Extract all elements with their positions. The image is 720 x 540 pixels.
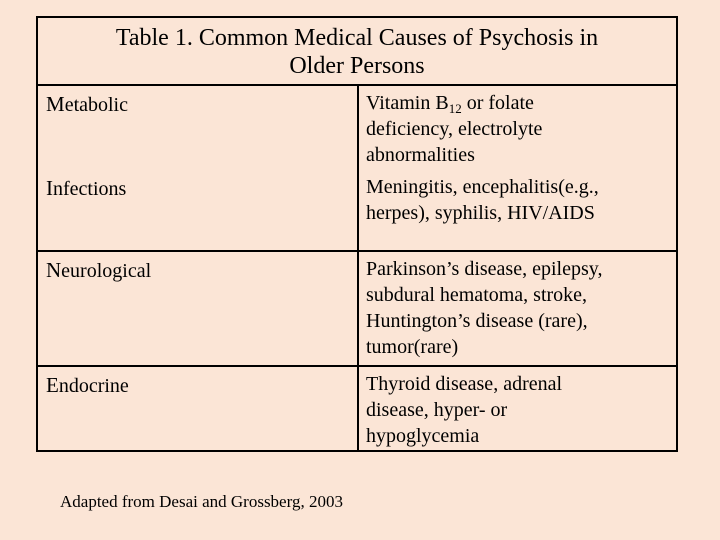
category-metabolic: Metabolic — [46, 92, 128, 116]
description-infections — [366, 174, 671, 226]
vitamin-text-suffix: or folate — [461, 92, 534, 114]
description-metabolic-line-1 — [366, 90, 671, 116]
description-neurological-line-2: subdural hematoma, stroke, — [366, 284, 588, 306]
category-endocrine: Endocrine — [46, 373, 129, 397]
description-endocrine — [366, 371, 671, 449]
source-citation: Adapted from Desai and Grossberg, 2003 — [60, 492, 343, 511]
description-metabolic-line-3: abnormalities — [366, 144, 475, 166]
description-infections-line-1: Meningitis, encephalitis(e.g., — [366, 176, 599, 198]
table-title — [38, 18, 676, 86]
column-divider — [357, 86, 359, 452]
vitamin-text: Vitamin B — [366, 92, 449, 114]
description-metabolic — [366, 90, 671, 168]
description-neurological-line-4: tumor(rare) — [366, 336, 459, 358]
row-divider-neurological-endocrine — [38, 365, 676, 367]
table-title-line-1: Table 1. Common Medical Causes of Psychosis in — [115, 25, 599, 51]
description-neurological-line-3: Huntington’s disease (rare), — [366, 310, 588, 332]
table-title-line-2: Older Persons — [289, 53, 425, 79]
description-neurological — [366, 256, 671, 360]
description-endocrine-line-1: Thyroid disease, adrenal — [366, 373, 563, 395]
description-infections-line-2: herpes), syphilis, HIV/AIDS — [366, 202, 595, 224]
description-neurological-line-1: Parkinson’s disease, epilepsy, — [366, 258, 603, 280]
row-divider-infections-neurological — [38, 250, 676, 252]
vitamin-subscript: 12 — [448, 101, 462, 116]
category-infections: Infections — [46, 176, 127, 200]
description-endocrine-line-3: hypoglycemia — [366, 425, 480, 447]
category-neurological: Neurological — [46, 258, 152, 282]
description-endocrine-line-2: disease, hyper- or — [366, 399, 508, 421]
causes-table — [36, 16, 678, 452]
description-metabolic-line-2: deficiency, electrolyte — [366, 118, 543, 140]
